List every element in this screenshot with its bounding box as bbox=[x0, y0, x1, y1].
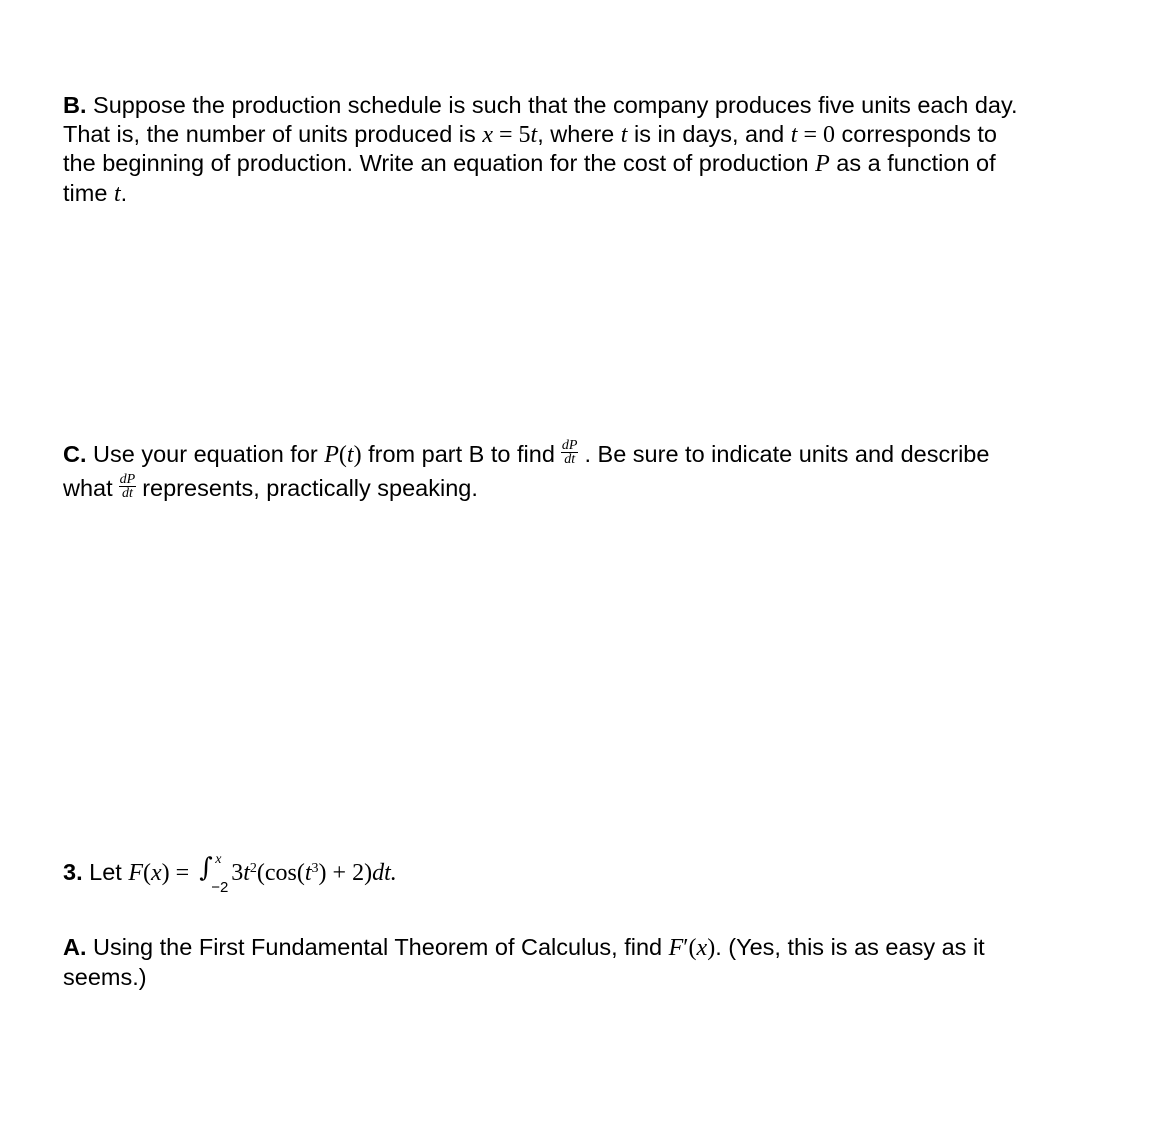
dp-dt-fraction: $\frac{dP}{dt}$ bbox=[561, 438, 578, 468]
part-3a-section bbox=[63, 933, 1103, 991]
part-c-line-1: C. Use your equation for P(t) from part B to find $\frac{dP}{dt}$ . Be sure to indicate units and describe bbox=[63, 438, 990, 468]
part-b-line-4: time t. bbox=[63, 179, 128, 207]
part-c-label: C. bbox=[63, 441, 87, 467]
part-3a-line-2: seems.) bbox=[63, 963, 147, 990]
part-b-line-3: the beginning of production. Write an equation for the cost of production P as a function of bbox=[63, 150, 996, 177]
part-3a-label: A. bbox=[63, 934, 87, 960]
problem-3-statement: 3. Let F(x) = ∫ x −2 $3t^2(\cos(t^3) + 2)dt$. bbox=[63, 852, 397, 896]
part-b-line-1: B. Suppose the production schedule is such that the company produces five units each day. bbox=[63, 92, 1018, 118]
part-c-section bbox=[63, 438, 1103, 505]
integral-symbol: ∫ x −2 bbox=[199, 852, 229, 896]
part-b-section bbox=[63, 91, 1103, 208]
part-b-label: B. bbox=[63, 92, 87, 118]
part-b-line-2: That is, the number of units produced is x = 5t, where t is in days, and t = 0 corresponds to bbox=[63, 120, 997, 148]
part-c-line-2: what $\frac{dP}{dt}$ represents, practically speaking. bbox=[63, 472, 478, 502]
dp-dt-fraction-2: $\frac{dP}{dt}$ bbox=[119, 472, 136, 502]
problem-3-label: 3. bbox=[63, 859, 83, 885]
part-3a-line-1: A. Using the First Fundamental Theorem of Calculus, find F′(x). (Yes, this is as easy as it bbox=[63, 934, 985, 961]
